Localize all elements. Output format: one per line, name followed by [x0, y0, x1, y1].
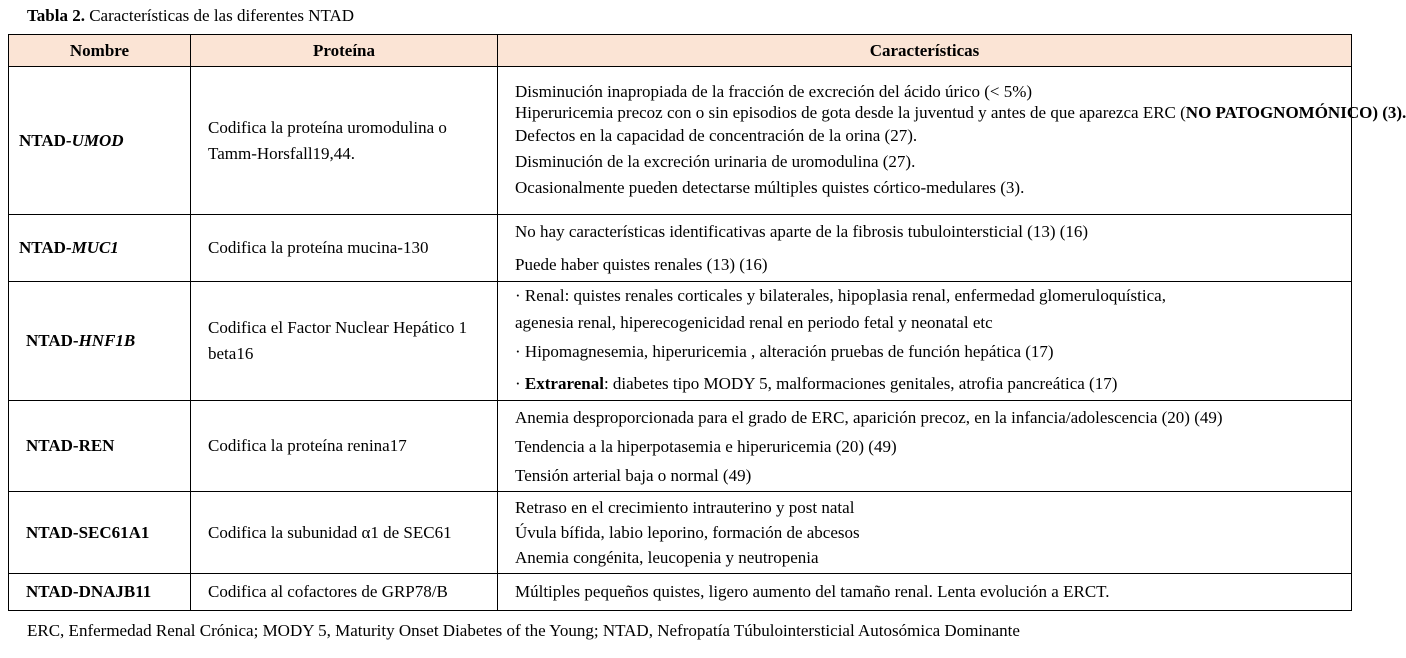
row-features	[498, 574, 1352, 611]
table-row	[9, 282, 1352, 401]
row-name: NTAD-SEC61A1	[9, 492, 191, 574]
feature-line: Disminución inapropiada de la fracción de excreción del ácido úrico (< 5%)	[515, 81, 1033, 101]
feature-line: Úvula bífida, labio leporino, formación de abcesos	[515, 523, 860, 542]
feature-line: Ocasionalmente pueden detectarse múltiples quistes córtico-medulares (3).	[515, 177, 1025, 197]
feature-line: Anemia congénita, leucopenia y neutropenia	[515, 548, 819, 567]
feature-line: · Extrarenal: diabetes tipo MODY 5, malformaciones genitales, atrofia pancreática (17)	[515, 374, 1118, 393]
row-features	[498, 215, 1352, 282]
header-features: Características	[498, 35, 1352, 67]
row-name: NTAD-UMOD	[9, 67, 191, 215]
feature-line: · Hipomagnesemia, hiperuricemia , alteración pruebas de función hepática (17)	[515, 342, 1054, 361]
feature-line: Múltiples pequeños quistes, ligero aumento del tamaño renal. Lenta evolución a ERCT.	[515, 582, 1110, 601]
row-features	[498, 282, 1352, 401]
row-name: NTAD-MUC1	[9, 215, 191, 282]
ntad-table	[8, 34, 1406, 611]
row-features	[498, 401, 1352, 492]
table-row	[9, 401, 1352, 492]
table-row	[9, 574, 1352, 611]
feature-bold: NO PATOGNOMÓNICO) (3).	[1185, 102, 1406, 122]
feature-line: Disminución de la excreción urinaria de uromodulina (27).	[515, 151, 916, 171]
row-protein: Codifica la proteína uromodulina o Tamm-Horsfall19,44.	[191, 67, 498, 215]
table-footnote: ERC, Enfermedad Renal Crónica; MODY 5, Maturity Onset Diabetes of the Young; NTAD, Nefropatía Túbulointersticial Autosómica Dominante	[27, 621, 1020, 640]
row-name: NTAD-DNAJB11	[9, 574, 191, 611]
feature-line: Retraso en el crecimiento intrauterino y post natal	[515, 498, 855, 517]
row-protein: Codifica el Factor Nuclear Hepático 1 beta16	[191, 282, 498, 401]
feature-line: No hay características identificativas aparte de la fibrosis tubulointersticial (13) (16)	[515, 222, 1089, 241]
feature-bold: Extrarenal	[524, 374, 604, 393]
caption-label: Tabla 2.	[27, 6, 85, 25]
table-row	[9, 492, 1352, 574]
feature-line: Defectos en la capacidad de concentración de la orina (27).	[515, 125, 918, 145]
feature-line: Anemia desproporcionada para el grado de ERC, aparición precoz, en la infancia/adolescencia (20) (49)	[515, 407, 1223, 427]
row-name: NTAD-HNF1B	[9, 282, 191, 401]
feature-line: · Renal: quistes renales corticales y bilaterales, hipoplasia renal, enfermedad glomeruloquística,	[515, 286, 1166, 305]
feature-line: Hiperuricemia precoz con o sin episodios de gota desde la juventud y antes de que aparezca ERC (NO PATOGNOMÓNICO) (3).	[515, 102, 1406, 122]
table-row	[9, 67, 1352, 215]
row-features	[498, 67, 1406, 215]
row-protein: Codifica la subunidad α1 de SEC61	[191, 492, 498, 574]
feature-line: Puede haber quistes renales (13) (16)	[515, 255, 768, 274]
row-features	[498, 492, 1352, 574]
caption-text: Características de las diferentes NTAD	[89, 6, 355, 25]
table-caption	[27, 6, 354, 26]
row-name: NTAD-REN	[9, 401, 191, 492]
row-protein: Codifica al cofactores de GRP78/B	[191, 574, 498, 611]
feature-line: Tensión arterial baja o normal (49)	[515, 465, 752, 485]
row-protein: Codifica la proteína mucina-130	[191, 215, 498, 282]
feature-line: Tendencia a la hiperpotasemia e hiperuricemia (20) (49)	[515, 436, 897, 456]
header-name: Nombre	[9, 35, 191, 67]
header-protein: Proteína	[191, 35, 498, 67]
feature-line: agenesia renal, hiperecogenicidad renal en periodo fetal y neonatal etc	[515, 313, 993, 332]
table-row	[9, 215, 1352, 282]
row-protein: Codifica la proteína renina17	[191, 401, 498, 492]
table-header-row	[9, 35, 1352, 67]
